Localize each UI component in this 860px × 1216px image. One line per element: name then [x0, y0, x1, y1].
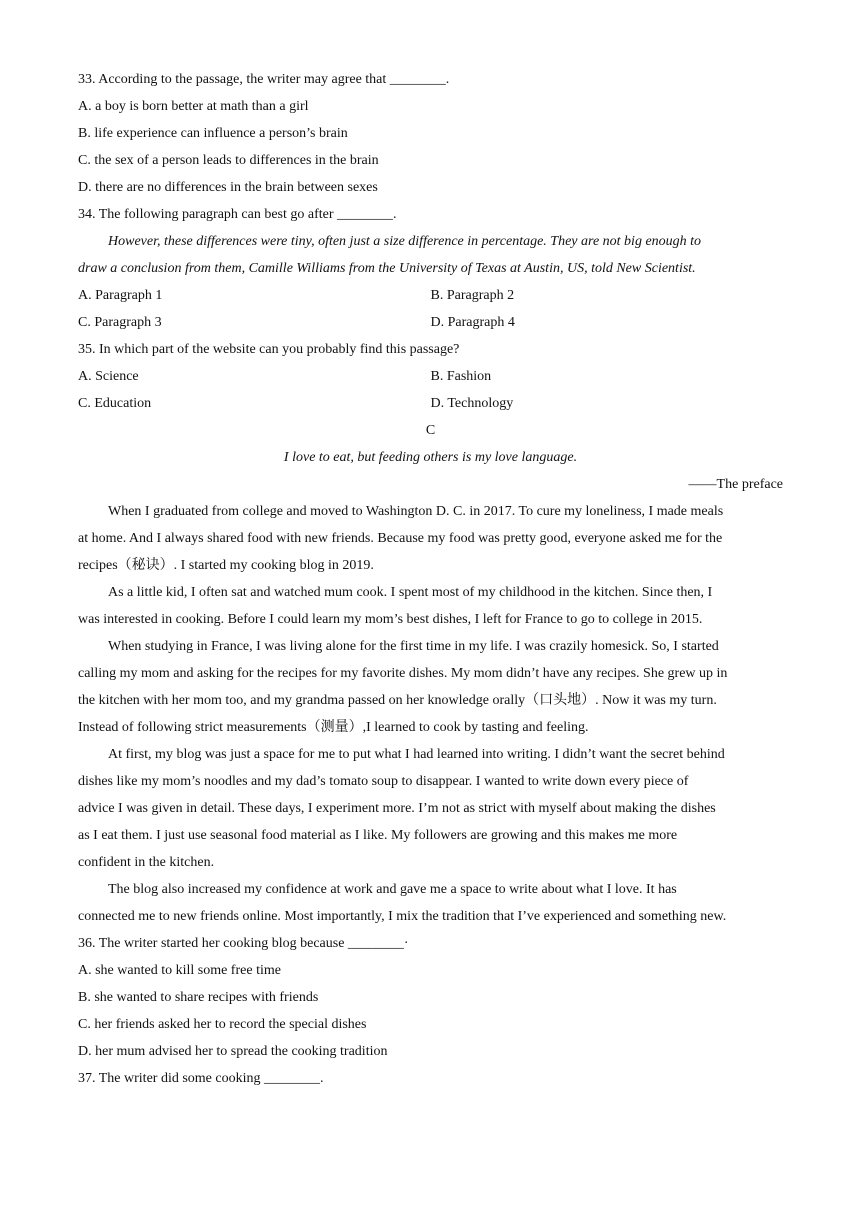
passage-c-body: [78, 498, 783, 930]
q34-option-a: A. Paragraph 1: [78, 288, 163, 303]
passage-c-line: The blog also increased my confidence at work and gave me a space to write about what I love. It has: [108, 882, 677, 897]
passage-c-line: recipes（秘诀）. I started my cooking blog in 2019.: [78, 558, 374, 573]
q34-option-d: D. Paragraph 4: [430, 315, 515, 330]
q33-option-a: A. a boy is born better at math than a girl: [78, 99, 309, 114]
q35-options-row-1: [78, 363, 783, 390]
q36-option-b: B. she wanted to share recipes with friends: [78, 990, 319, 1005]
q34-options-row-2: [78, 309, 783, 336]
q35-option-c: C. Education: [78, 396, 152, 411]
passage-c-line: as I eat them. I just use seasonal food material as I like. My followers are growing and this makes me more: [78, 828, 678, 843]
passage-c-line: dishes like my mom’s noodles and my dad’s tomato soup to disappear. I wanted to write down every piece of: [78, 774, 689, 789]
passage-c-line: at home. And I always shared food with new friends. Because my food was pretty good, everyone asked me for the: [78, 531, 723, 546]
question-33-stem: 33. According to the passage, the writer may agree that ________.: [78, 72, 450, 87]
passage-c-line: As a little kid, I often sat and watched mum cook. I spent most of my childhood in the kitchen. Since then, I: [108, 585, 713, 600]
q36-option-c: C. her friends asked her to record the special dishes: [78, 1017, 367, 1032]
question-36-stem: 36. The writer started her cooking blog because ________·: [78, 936, 409, 951]
q35-option-a: A. Science: [78, 369, 139, 384]
q34-option-b: B. Paragraph 2: [430, 288, 515, 303]
q34-quote-line-2: draw a conclusion from them, Camille Williams from the University of Texas at Austin, US, told New Scientist.: [78, 261, 696, 276]
passage-c-attribution: ——The preface: [688, 477, 783, 492]
q35-option-b: B. Fashion: [430, 369, 492, 384]
passage-c-line: When I graduated from college and moved to Washington D. C. in 2017. To cure my loneliness, I made meals: [108, 504, 724, 519]
passage-c-line: When studying in France, I was living alone for the first time in my life. I was crazily homesick. So, I started: [108, 639, 719, 654]
q33-option-b: B. life experience can influence a person’s brain: [78, 126, 348, 141]
q36-option-d: D. her mum advised her to spread the cooking tradition: [78, 1044, 388, 1059]
passage-c-line: At first, my blog was just a space for me to put what I had learned into writing. I didn’t want the secret behind: [108, 747, 725, 762]
question-35-stem: 35. In which part of the website can you probably find this passage?: [78, 342, 460, 357]
passage-c-line: the kitchen with her mom too, and my grandma passed on her knowledge orally（口头地）. Now it was my turn.: [78, 693, 717, 708]
q35-option-d: D. Technology: [430, 396, 514, 411]
q34-option-c: C. Paragraph 3: [78, 315, 162, 330]
passage-c-label: C: [425, 423, 436, 438]
passage-c-line: confident in the kitchen.: [78, 855, 215, 870]
passage-c-line: advice I was given in detail. These days, I experiment more. I’m not as strict with myself about making the dishes: [78, 801, 716, 816]
question-37-stem: 37. The writer did some cooking ________.: [78, 1071, 324, 1086]
passage-c-epigraph: I love to eat, but feeding others is my love language.: [283, 450, 578, 465]
passage-c-line: was interested in cooking. Before I could learn my mom’s best dishes, I left for France to go to college in 2015.: [78, 612, 703, 627]
q33-option-c: C. the sex of a person leads to differences in the brain: [78, 153, 379, 168]
passage-c-line: connected me to new friends online. Most importantly, I mix the tradition that I’ve experienced and something new.: [78, 909, 727, 924]
q33-option-d: D. there are no differences in the brain between sexes: [78, 180, 378, 195]
q34-quote-line-1: However, these differences were tiny, often just a size difference in percentage. They are not big enough to: [108, 234, 702, 249]
q36-option-a: A. she wanted to kill some free time: [78, 963, 281, 978]
passage-c-line: Instead of following strict measurements（测量）,I learned to cook by tasting and feeling.: [78, 720, 589, 735]
document-page: [78, 66, 783, 1092]
passage-c-line: calling my mom and asking for the recipes for my favorite dishes. My mom didn’t have any recipes. She grew up in: [78, 666, 728, 681]
question-34-stem: 34. The following paragraph can best go after ________.: [78, 207, 397, 222]
q35-options-row-2: [78, 390, 783, 417]
q34-options-row-1: [78, 282, 783, 309]
